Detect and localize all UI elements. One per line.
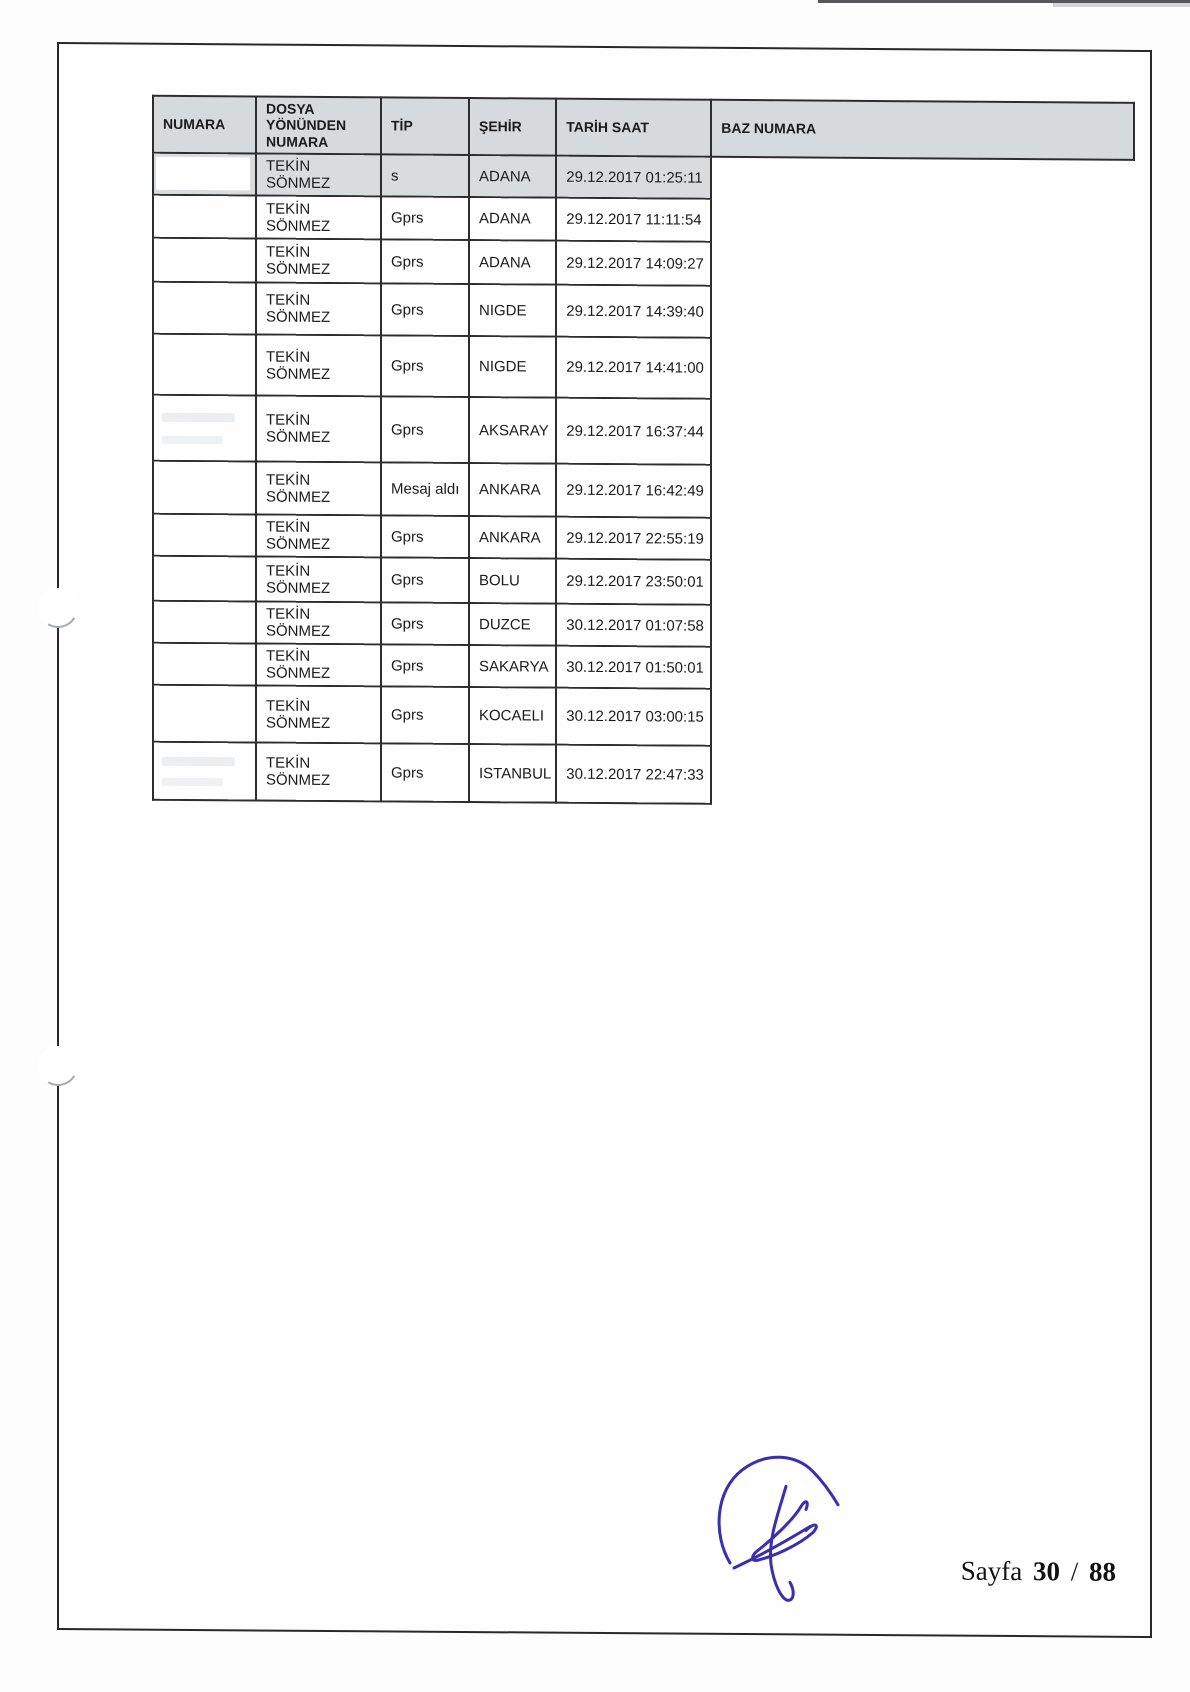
cell-sehir: SAKARYA [469,645,556,688]
cell-baz [711,399,1134,468]
cell-sehir: AKSARAY [469,397,556,464]
cell-numara [153,556,256,602]
cell-numara [153,334,256,396]
cell-dosya: TEKİN SÖNMEZ [256,514,381,557]
cell-numara [153,153,256,196]
cell-sehir: ISTANBUL [469,744,556,803]
cell-baz [711,647,1134,692]
table-row [153,395,1134,468]
cell-tip: Mesaj aldı [381,462,469,516]
cell-tarih: 29.12.2017 14:39:40 [556,285,711,338]
cell-numara [153,514,256,557]
cell-tip: Gprs [381,602,469,645]
cell-dosya: TEKİN SÖNMEZ [256,742,381,801]
cell-dosya: TEKİN SÖNMEZ [256,395,381,462]
cell-tarih: 30.12.2017 01:07:58 [556,604,711,647]
cell-dosya: TEKİN SÖNMEZ [256,461,381,515]
page-separator: / [1071,1556,1079,1586]
table-row [153,195,1134,245]
current-page: 30 [1033,1556,1060,1586]
col-header-baz-numara: BAZ NUMARA [711,100,1134,160]
cell-tarih: 30.12.2017 01:50:01 [556,646,711,689]
cell-tarih: 29.12.2017 01:25:11 [556,156,711,199]
cell-tarih: 29.12.2017 22:55:19 [556,517,711,560]
cell-dosya: TEKİN SÖNMEZ [256,195,381,239]
cell-sehir: ANKARA [469,463,556,517]
cell-sehir: NIGDE [469,284,556,337]
page-number [900,1555,1118,1588]
cell-baz [711,465,1134,521]
cell-sehir: ADANA [469,240,556,285]
cell-dosya: TEKİN SÖNMEZ [256,334,381,396]
table-row [153,153,1134,202]
cell-tarih: 30.12.2017 03:00:15 [556,688,711,746]
redaction-box [156,157,250,191]
cell-sehir: ADANA [469,155,556,198]
cell-tarih: 29.12.2017 23:50:01 [556,559,711,605]
cell-tip: Gprs [381,283,469,336]
table-row [153,334,1134,402]
cell-tip: Gprs [381,239,469,284]
col-header-tarih-saat: TARİH SAAT [556,99,711,157]
cell-baz [711,746,1134,807]
table-row [153,461,1134,521]
cell-baz [711,157,1134,202]
cell-tip: s [381,154,469,197]
cell-tarih: 29.12.2017 16:42:49 [556,464,711,518]
cell-sehir: ANKARA [469,516,556,559]
cell-tarih: 29.12.2017 14:41:00 [556,337,711,399]
col-header-numara: NUMARA [153,96,256,154]
col-header-tip: TİP [381,97,469,155]
table-body [153,153,1134,807]
cell-tip: Gprs [381,557,469,603]
col-header-dosya: DOSYA YÖNÜNDEN NUMARA [256,96,381,154]
table-row [153,643,1134,692]
cell-dosya: TEKİN SÖNMEZ [256,282,381,335]
page-label: Sayfa [961,1556,1022,1586]
cell-dosya: TEKİN SÖNMEZ [256,238,381,283]
cell-numara [153,685,256,743]
scan-artifact [1053,3,1190,7]
cell-baz [711,689,1134,749]
cell-tarih: 29.12.2017 16:37:44 [556,398,711,465]
cell-tip: Gprs [381,335,469,397]
cell-sehir: KOCAELI [469,687,556,745]
signature [655,1366,850,1612]
table-row [153,685,1134,749]
table-row [153,282,1134,341]
cell-baz [711,518,1134,563]
cell-sehir: DUZCE [469,603,556,646]
cell-baz [711,560,1134,608]
cell-dosya: TEKİN SÖNMEZ [256,601,381,644]
cell-baz [711,286,1134,341]
cell-tip: Gprs [381,743,469,802]
cell-numara [153,643,256,686]
table-row [153,742,1134,807]
call-records-table [152,95,1135,808]
cell-baz [711,338,1134,402]
table-row [153,601,1134,650]
cell-tip: Gprs [381,644,469,687]
cell-tip: Gprs [381,515,469,558]
cell-baz [711,199,1134,245]
cell-numara [153,195,256,239]
cell-tarih: 29.12.2017 11:11:54 [556,198,711,242]
cell-tarih: 29.12.2017 14:09:27 [556,241,711,286]
cell-dosya: TEKİN SÖNMEZ [256,153,381,196]
cell-dosya: TEKİN SÖNMEZ [256,643,381,686]
cell-numara [153,461,256,515]
cell-sehir: ADANA [469,197,556,241]
cell-dosya: TEKİN SÖNMEZ [256,685,381,743]
cell-numara [153,282,256,335]
col-header-sehir: ŞEHİR [469,98,556,156]
cell-sehir: BOLU [469,558,556,604]
cell-numara [153,601,256,644]
cell-tip: Gprs [381,196,469,240]
table-row [153,238,1134,289]
cell-tip: Gprs [381,396,469,463]
table-row [153,514,1134,563]
cell-baz [711,605,1134,650]
cell-numara [153,742,256,801]
total-pages: 88 [1089,1557,1116,1587]
cell-numara [153,238,256,283]
cell-numara [153,395,256,462]
header-row [153,96,1134,160]
table-row [153,556,1134,608]
cell-baz [711,242,1134,289]
cell-sehir: NIGDE [469,336,556,398]
cell-dosya: TEKİN SÖNMEZ [256,556,381,602]
cell-tarih: 30.12.2017 22:47:33 [556,745,711,804]
cell-tip: Gprs [381,686,469,744]
